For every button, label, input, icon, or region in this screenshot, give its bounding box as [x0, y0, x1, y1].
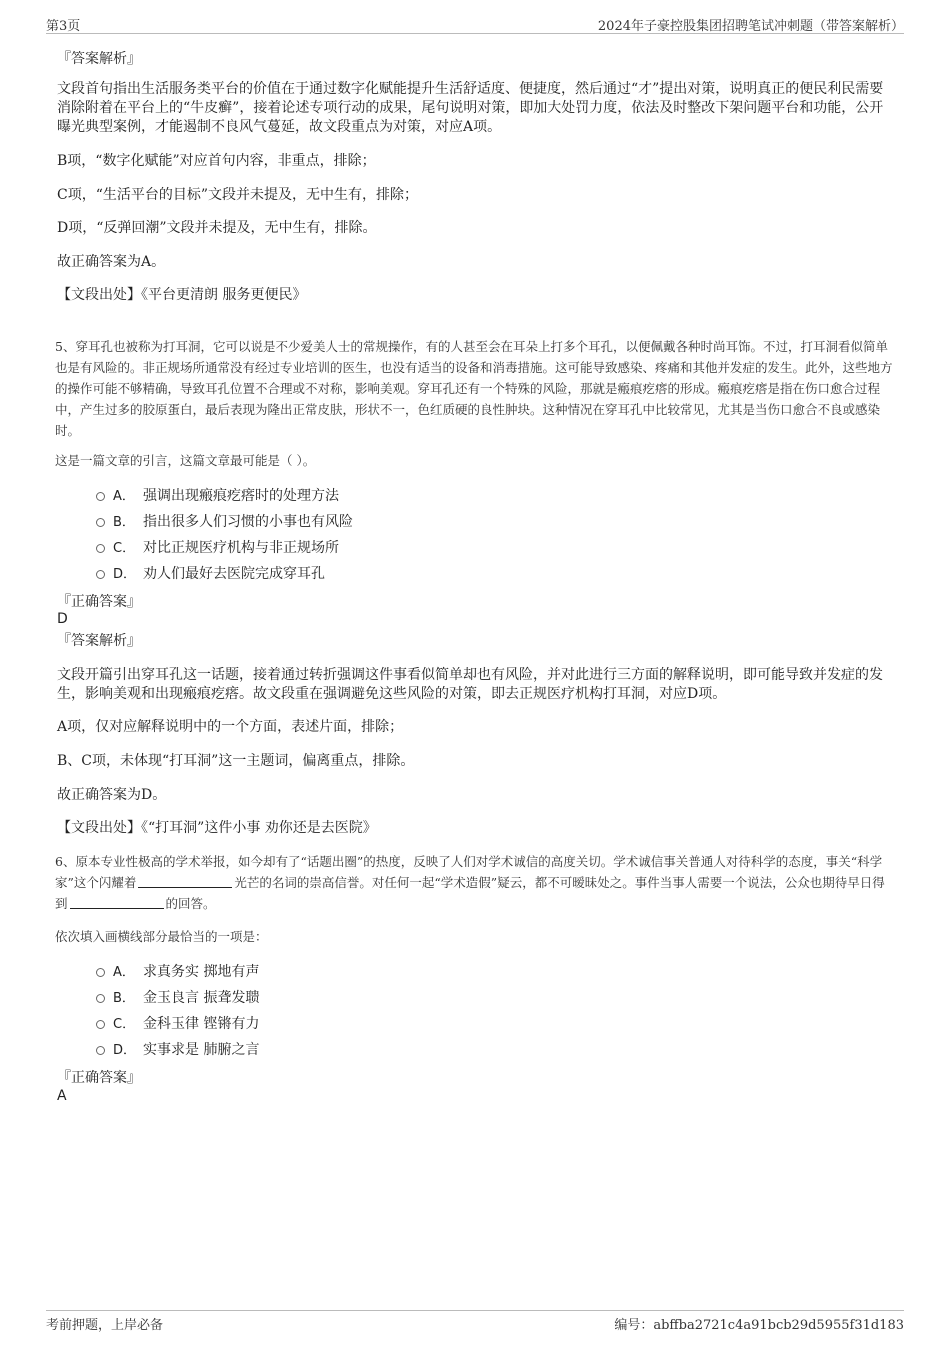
q5-option-b[interactable]: B． 指出很多人们习惯的小事也有风险	[96, 512, 353, 533]
q6-question: 依次填入画横线部分最恰当的一项是：	[55, 929, 268, 944]
q5-answer-line: 故正确答案为D。	[57, 787, 167, 803]
q5-analysis-p2: A项，仅对应解释说明中的一个方面，表述片面，排除；	[57, 719, 404, 735]
q4-analysis-p2: B项，“数字化赋能”对应首句内容，非重点，排除；	[57, 153, 376, 169]
q5-source: 【文段出处】《“打耳洞”这件小事 劝你还是去医院》	[57, 820, 377, 836]
page-header	[46, 13, 904, 34]
radio-icon[interactable]	[96, 492, 105, 501]
q5-analysis-p1: 文段开篇引出穿耳孔这一话题，接着通过转折强调这件事看似简单却也有风险，并对此进行三方面的解释说明，即可能导致并发症的发生，影响美观和出现瘢痕疙瘩。故文段重在强调避免这些风险的对策，即去正规医疗机构打耳洞，对应D项。	[57, 667, 883, 702]
radio-icon[interactable]	[96, 570, 105, 579]
q5-option-d[interactable]: D． 劝人们最好去医院完成穿耳孔	[96, 564, 325, 585]
q5-answer-label: 『正确答案』	[57, 594, 141, 610]
q4-source: 【文段出处】《平台更清朗 服务更便民》	[57, 287, 307, 303]
q4-analysis-label: 『答案解析』	[57, 51, 141, 67]
q5-analysis-label: 『答案解析』	[57, 633, 141, 649]
radio-icon[interactable]	[96, 994, 105, 1003]
q4-answer-line: 故正确答案为A。	[57, 254, 166, 270]
q4-analysis-p4: D项，“反弹回潮”文段并未提及，无中生有，排除。	[57, 220, 377, 236]
q6-option-a[interactable]: A． 求真务实 掷地有声	[96, 962, 259, 983]
q5-analysis-p3: B、C项，未体现“打耳洞”这一主题词，偏离重点，排除。	[57, 753, 415, 769]
blank-line-1	[138, 875, 232, 888]
q6-option-d[interactable]: D． 实事求是 肺腑之言	[96, 1040, 259, 1061]
q4-analysis-p3: C项，“生活平台的目标”文段并未提及，无中生有，排除；	[57, 187, 419, 203]
q6-passage: 6、原本专业性极高的学术举报，如今却有了“话题出圈”的热度，反映了人们对学术诚信的高度关切。学术诚信事关普通人对待科学的态度，事关“科学家”这个闪耀着 光芒的名词的崇高信誉。对任何一起“学术造假”疑云，都不可暧昧处之。事件当事人需要一个说法，公众也期待早日得到 的回答。	[55, 854, 885, 911]
q6-answer: A	[57, 1088, 67, 1104]
q6-answer-label: 『正确答案』	[57, 1070, 141, 1086]
blank-line-2	[70, 896, 164, 909]
q5-question: 这是一篇文章的引言，这篇文章最可能是（ ）。	[55, 453, 316, 468]
q5-answer: D	[57, 611, 68, 627]
footer-slogan: 考前押题，上岸必备	[46, 1318, 164, 1333]
radio-icon[interactable]	[96, 968, 105, 977]
page-footer	[46, 1310, 904, 1333]
q5-passage: 5、穿耳孔也被称为打耳洞，它可以说是不少爱美人士的常规操作，有的人甚至会在耳朵上打多个耳孔，以便佩戴各种时尚耳饰。不过，打耳洞看似简单也是有风险的。非正规场所通常没有经过专业培训的医生，也没有适当的设备和消毒措施。这可能导致感染、疼痛和其他并发症的发生。此外，这些地方的操作可能不够精确，导致耳孔位置不合理或不对称，影响美观。穿耳孔还有一个特殊的风险，那就是瘢痕疙瘩的形成。瘢痕疙瘩是指在伤口愈合过程中，产生过多的胶原蛋白，最后表现为隆出正常皮肤，形状不一，色红质硬的良性肿块。这种情况在穿耳孔中比较常见，尤其是当伤口愈合不良或感染时。	[55, 339, 893, 438]
q6-option-b[interactable]: B． 金玉良言 振聋发聩	[96, 988, 259, 1009]
radio-icon[interactable]	[96, 1046, 105, 1055]
q5-option-c[interactable]: C． 对比正规医疗机构与非正规场所	[96, 538, 339, 559]
document-id: 编号：abffba2721c4a91bcb29d5955f31d183	[614, 1318, 904, 1333]
q6-option-c[interactable]: C． 金科玉律 铿锵有力	[96, 1014, 259, 1035]
q4-analysis-p1: 文段首句指出生活服务类平台的价值在于通过数字化赋能提升生活舒适度、便捷度，然后通过“才”提出对策，说明真正的便民利民需要消除附着在平台上的“牛皮癣”，接着论述专项行动的成果，尾句说明对策，即加大处罚力度，依法及时整改下架问题平台和功能，公开曝光典型案例，才能遏制不良风气蔓延，故文段重点为对策，对应A项。	[57, 81, 884, 135]
page-number: 第3页	[46, 19, 81, 34]
radio-icon[interactable]	[96, 1020, 105, 1029]
radio-icon[interactable]	[96, 518, 105, 527]
q5-option-a[interactable]: A． 强调出现瘢痕疙瘩时的处理方法	[96, 486, 339, 507]
document-title: 2024年子豪控股集团招聘笔试冲刺题（带答案解析）	[597, 19, 904, 34]
radio-icon[interactable]	[96, 544, 105, 553]
